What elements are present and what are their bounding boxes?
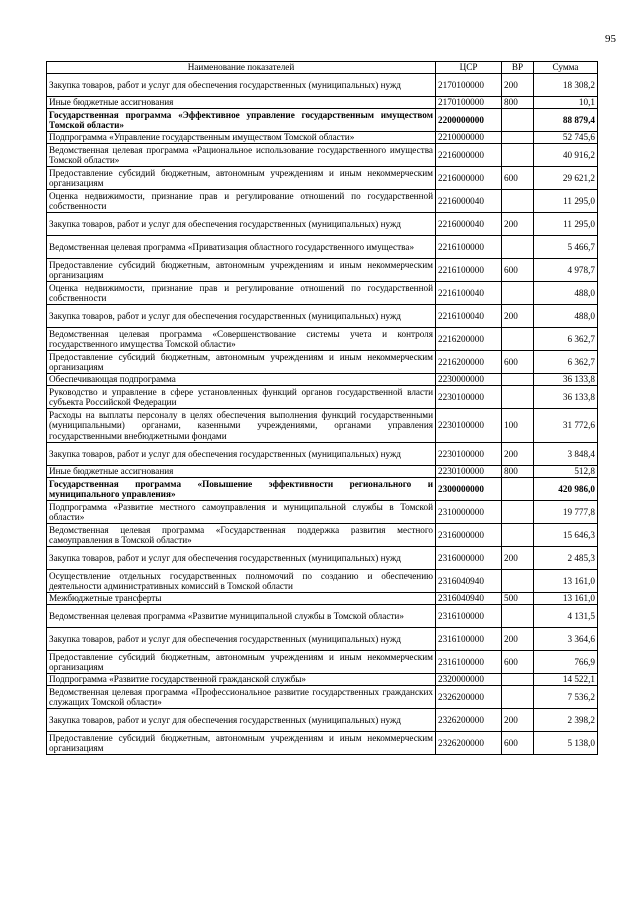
table-row: [47, 674, 598, 686]
row-csr-cell: 2216000040: [436, 213, 502, 236]
row-sum-cell: 11 295,0: [534, 190, 598, 213]
row-csr-cell: 2170100000: [436, 97, 502, 109]
row-vr-cell: 200: [502, 213, 534, 236]
row-name-cell: Подпрограмма «Развитие местного самоуправления и муниципальной службы в Томской области»: [47, 501, 436, 524]
row-name-cell: Закупка товаров, работ и услуг для обеспечения государственных (муниципальных) нужд: [47, 628, 436, 651]
row-vr-cell: [502, 674, 534, 686]
row-sum-cell: 15 646,3: [534, 524, 598, 547]
row-vr-cell: [502, 190, 534, 213]
row-csr-cell: 2326200000: [436, 686, 502, 709]
row-name-cell: Ведомственная целевая программа «Развитие муниципальной службы в Томской области»: [47, 605, 436, 628]
table-row: [47, 732, 598, 755]
table-row: [47, 351, 598, 374]
table-row: [47, 213, 598, 236]
row-csr-cell: 2216100000: [436, 236, 502, 259]
table-row: [47, 109, 598, 132]
table-row: [47, 282, 598, 305]
row-name-cell: Предоставление субсидий бюджетным, автономным учреждениям и иным некоммерческим организациям: [47, 167, 436, 190]
row-name-cell: Закупка товаров, работ и услуг для обеспечения государственных (муниципальных) нужд: [47, 305, 436, 328]
table-row: [47, 628, 598, 651]
row-name-cell: Оценка недвижимости, признание прав и регулирование отношений по государственной собственности: [47, 282, 436, 305]
row-sum-cell: 3 848,4: [534, 443, 598, 466]
row-name-cell: Подпрограмма «Развитие государственной гражданской службы»: [47, 674, 436, 686]
row-csr-cell: 2316100000: [436, 651, 502, 674]
table-row: [47, 236, 598, 259]
row-vr-cell: [502, 282, 534, 305]
row-sum-cell: 11 295,0: [534, 213, 598, 236]
row-sum-cell: 10,1: [534, 97, 598, 109]
header-name: Наименование показателей: [47, 62, 436, 74]
row-csr-cell: 2316000000: [436, 524, 502, 547]
row-sum-cell: 488,0: [534, 305, 598, 328]
row-vr-cell: 500: [502, 593, 534, 605]
row-sum-cell: 40 916,2: [534, 144, 598, 167]
row-sum-cell: 36 133,8: [534, 374, 598, 386]
row-csr-cell: 2230100000: [436, 409, 502, 443]
row-csr-cell: 2230100000: [436, 443, 502, 466]
row-vr-cell: 600: [502, 167, 534, 190]
table-row: [47, 570, 598, 593]
header-csr: ЦСР: [436, 62, 502, 74]
row-vr-cell: 200: [502, 709, 534, 732]
row-name-cell: Обеспечивающая подпрограмма: [47, 374, 436, 386]
row-vr-cell: 600: [502, 259, 534, 282]
table-row: [47, 328, 598, 351]
table-row: [47, 409, 598, 443]
table-row: [47, 651, 598, 674]
row-csr-cell: 2310000000: [436, 501, 502, 524]
table-row: [47, 167, 598, 190]
row-vr-cell: 600: [502, 651, 534, 674]
table-row: [47, 132, 598, 144]
row-vr-cell: [502, 605, 534, 628]
row-sum-cell: 88 879,4: [534, 109, 598, 132]
row-sum-cell: 13 161,0: [534, 570, 598, 593]
row-csr-cell: 2216200000: [436, 328, 502, 351]
row-name-cell: Иные бюджетные ассигнования: [47, 97, 436, 109]
row-csr-cell: 2230100000: [436, 466, 502, 478]
table-row: [47, 305, 598, 328]
row-csr-cell: 2316000000: [436, 547, 502, 570]
row-name-cell: Осуществление отдельных государственных полномочий по созданию и обеспечению деятельности административных комиссий в Томской области: [47, 570, 436, 593]
row-vr-cell: 200: [502, 443, 534, 466]
row-vr-cell: 200: [502, 74, 534, 97]
row-sum-cell: 5 466,7: [534, 236, 598, 259]
row-csr-cell: 2316100000: [436, 628, 502, 651]
row-sum-cell: 4 131,5: [534, 605, 598, 628]
row-name-cell: Закупка товаров, работ и услуг для обеспечения государственных (муниципальных) нужд: [47, 74, 436, 97]
row-name-cell: Ведомственная целевая программа «Рациональное использование государственного имущества Томской области»: [47, 144, 436, 167]
table-row: [47, 190, 598, 213]
table-row: [47, 144, 598, 167]
table-row: [47, 374, 598, 386]
row-name-cell: Предоставление субсидий бюджетным, автономным учреждениям и иным некоммерческим организациям: [47, 651, 436, 674]
table-row: [47, 443, 598, 466]
table-row: [47, 547, 598, 570]
row-name-cell: Межбюджетные трансферты: [47, 593, 436, 605]
table-row: [47, 478, 598, 501]
row-sum-cell: 2 485,3: [534, 547, 598, 570]
table-row: [47, 524, 598, 547]
row-name-cell: Ведомственная целевая программа «Государственная поддержка развития местного самоуправления в Томской области»: [47, 524, 436, 547]
row-name-cell: Ведомственная целевая программа «Профессиональное развитие государственных гражданских служащих Томской области»: [47, 686, 436, 709]
row-vr-cell: [502, 478, 534, 501]
row-name-cell: Расходы на выплаты персоналу в целях обеспечения выполнения функций государственными (муниципальными) органами, казенными учреждениями, органами управления государственными внебюджетными фондами: [47, 409, 436, 443]
row-vr-cell: [502, 501, 534, 524]
table-row: [47, 686, 598, 709]
row-csr-cell: 2230100000: [436, 386, 502, 409]
row-name-cell: Оценка недвижимости, признание прав и регулирование отношений по государственной собственности: [47, 190, 436, 213]
row-vr-cell: [502, 144, 534, 167]
row-csr-cell: 2216100040: [436, 282, 502, 305]
row-sum-cell: 52 745,6: [534, 132, 598, 144]
header-vr: ВР: [502, 62, 534, 74]
row-vr-cell: 200: [502, 305, 534, 328]
row-vr-cell: [502, 570, 534, 593]
row-sum-cell: 7 536,2: [534, 686, 598, 709]
row-name-cell: Руководство и управление в сфере установленных функций органов государственной власти субъекта Российской Федерации: [47, 386, 436, 409]
row-name-cell: Иные бюджетные ассигнования: [47, 466, 436, 478]
row-vr-cell: [502, 109, 534, 132]
row-name-cell: Предоставление субсидий бюджетным, автономным учреждениям и иным некоммерческим организациям: [47, 732, 436, 755]
row-name-cell: Подпрограмма «Управление государственным имуществом Томской области»: [47, 132, 436, 144]
table-row: [47, 259, 598, 282]
row-sum-cell: 14 522,1: [534, 674, 598, 686]
row-csr-cell: 2216000000: [436, 144, 502, 167]
row-vr-cell: [502, 686, 534, 709]
row-csr-cell: 2216200000: [436, 351, 502, 374]
row-name-cell: Закупка товаров, работ и услуг для обеспечения государственных (муниципальных) нужд: [47, 709, 436, 732]
row-sum-cell: 2 398,2: [534, 709, 598, 732]
row-name-cell: Закупка товаров, работ и услуг для обеспечения государственных (муниципальных) нужд: [47, 213, 436, 236]
row-sum-cell: 36 133,8: [534, 386, 598, 409]
row-vr-cell: [502, 524, 534, 547]
row-vr-cell: 800: [502, 466, 534, 478]
row-csr-cell: 2216100040: [436, 305, 502, 328]
row-csr-cell: 2216000000: [436, 167, 502, 190]
table-row: [47, 709, 598, 732]
row-sum-cell: 488,0: [534, 282, 598, 305]
row-vr-cell: [502, 132, 534, 144]
row-sum-cell: 420 986,0: [534, 478, 598, 501]
row-csr-cell: 2216000040: [436, 190, 502, 213]
row-sum-cell: 512,8: [534, 466, 598, 478]
row-sum-cell: 29 621,2: [534, 167, 598, 190]
table-row: [47, 97, 598, 109]
row-name-cell: Ведомственная целевая программа «Совершенствование системы учета и контроля государственного имущества Томской области»: [47, 328, 436, 351]
row-csr-cell: 2210000000: [436, 132, 502, 144]
row-name-cell: Закупка товаров, работ и услуг для обеспечения государственных (муниципальных) нужд: [47, 443, 436, 466]
table-body: [47, 74, 598, 755]
table-row: [47, 386, 598, 409]
table-row: [47, 74, 598, 97]
row-vr-cell: [502, 236, 534, 259]
row-vr-cell: 200: [502, 547, 534, 570]
row-vr-cell: 200: [502, 628, 534, 651]
row-name-cell: Ведомственная целевая программа «Приватизация областного государственного имущества»: [47, 236, 436, 259]
row-csr-cell: 2216100000: [436, 259, 502, 282]
row-csr-cell: 2316100000: [436, 605, 502, 628]
row-sum-cell: 13 161,0: [534, 593, 598, 605]
row-csr-cell: 2316040940: [436, 570, 502, 593]
row-sum-cell: 6 362,7: [534, 328, 598, 351]
row-vr-cell: [502, 374, 534, 386]
row-sum-cell: 31 772,6: [534, 409, 598, 443]
row-vr-cell: 100: [502, 409, 534, 443]
table-row: [47, 605, 598, 628]
row-sum-cell: 18 308,2: [534, 74, 598, 97]
row-sum-cell: 4 978,7: [534, 259, 598, 282]
row-csr-cell: 2320000000: [436, 674, 502, 686]
row-sum-cell: 6 362,7: [534, 351, 598, 374]
row-vr-cell: 600: [502, 351, 534, 374]
row-vr-cell: 800: [502, 97, 534, 109]
row-vr-cell: [502, 386, 534, 409]
row-csr-cell: 2300000000: [436, 478, 502, 501]
row-name-cell: Государственная программа «Эффективное управление государственным имуществом Томской области»: [47, 109, 436, 132]
row-name-cell: Закупка товаров, работ и услуг для обеспечения государственных (муниципальных) нужд: [47, 547, 436, 570]
row-csr-cell: 2230000000: [436, 374, 502, 386]
row-sum-cell: 766,9: [534, 651, 598, 674]
table-row: [47, 466, 598, 478]
header-sum: Сумма: [534, 62, 598, 74]
row-vr-cell: 600: [502, 732, 534, 755]
row-csr-cell: 2326200000: [436, 732, 502, 755]
table-row: [47, 593, 598, 605]
row-name-cell: Предоставление субсидий бюджетным, автономным учреждениям и иным некоммерческим организациям: [47, 259, 436, 282]
row-csr-cell: 2316040940: [436, 593, 502, 605]
row-sum-cell: 3 364,6: [534, 628, 598, 651]
page-number: 95: [605, 33, 616, 45]
budget-table: [46, 61, 598, 755]
table-row: [47, 501, 598, 524]
row-csr-cell: 2326200000: [436, 709, 502, 732]
table-header-row: [47, 62, 598, 74]
row-csr-cell: 2200000000: [436, 109, 502, 132]
row-sum-cell: 19 777,8: [534, 501, 598, 524]
row-csr-cell: 2170100000: [436, 74, 502, 97]
row-name-cell: Предоставление субсидий бюджетным, автономным учреждениям и иным некоммерческим организациям: [47, 351, 436, 374]
row-name-cell: Государственная программа «Повышение эффективности регионального и муниципального управления»: [47, 478, 436, 501]
row-sum-cell: 5 138,0: [534, 732, 598, 755]
row-vr-cell: [502, 328, 534, 351]
